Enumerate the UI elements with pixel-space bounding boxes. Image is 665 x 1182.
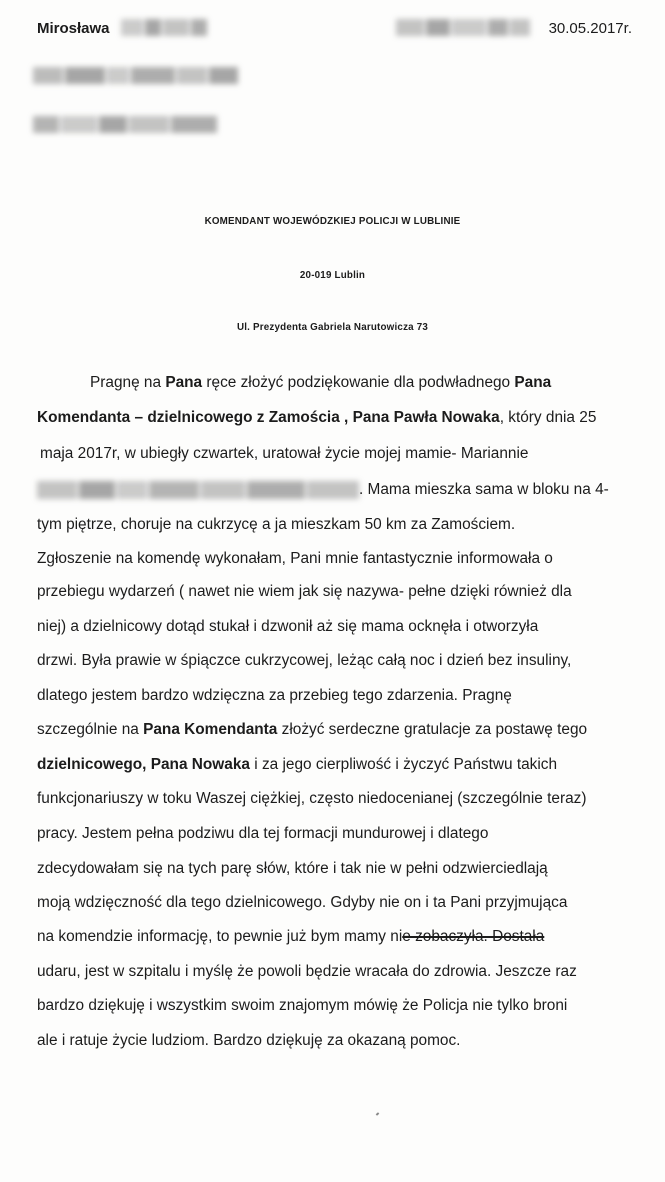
recipient-street: Ul. Prezydenta Gabriela Narutowicza 73 xyxy=(236,322,429,333)
body-line-11: szczególnie na Pana Komendanta złożyć serdeczne gratulacje za postawę tego xyxy=(37,721,588,738)
body-line-15: zdecydowałam się na tych parę słów, które i tak nie w pełni odzwierciedlają xyxy=(37,860,548,877)
body-line-6: Zgłoszenie na komendę wykonałam, Pani mnie fantastycznie informowała o xyxy=(37,550,553,567)
body-line-18: udaru, jest w szpitalu i myślę że powoli będzie wracała do zdrowia. Jeszcze raz xyxy=(37,963,577,980)
sender-name: Mirosława xyxy=(37,20,110,37)
body-line-9: drzwi. Była prawie w śpiączce cukrzycowej, leżąc całą noc i dzień bez insuliny, xyxy=(37,652,572,669)
redacted-mother-surname xyxy=(37,481,359,499)
body-line-17: na komendzie informację, to pewnie już bym mamy nie zobaczyła. Dostała xyxy=(37,928,545,945)
redacted-surname xyxy=(121,19,207,36)
redacted-address-line-1 xyxy=(33,67,238,84)
body-line-5: tym piętrze, choruje na cukrzycę a ja mieszkam 50 km za Zamościem. xyxy=(37,516,516,533)
recipient-office: KOMENDANT WOJEWÓDZKIEJ POLICJI W LUBLINIE xyxy=(204,216,461,227)
body-line-8: niej) a dzielnicowy dotąd stukał i dzwonił aż się mama ocknęła i otworzyła xyxy=(37,618,539,635)
recipient-postal: 20-019 Lublin xyxy=(299,270,366,281)
body-line-19: bardzo dziękuję i wszystkim swoim znajomym mówię że Policja nie tylko broni xyxy=(37,997,568,1014)
body-line-7: przebiegu wydarzeń ( nawet nie wiem jak się nazywa- pełne dzięki również dla xyxy=(37,583,572,600)
body-line-2: Komendanta – dzielnicowego z Zamościa , Pana Pawła Nowaka, który dnia 25 xyxy=(37,409,597,426)
redacted-place xyxy=(396,19,530,36)
body-line-20: ale i ratuje życie ludziom. Bardzo dziękuję za okazaną pomoc. xyxy=(37,1032,461,1049)
body-line-13: funkcjonariuszy w toku Waszej ciężkiej, często niedocenianej (szczególnie teraz) xyxy=(37,790,587,807)
body-line-12: dzielnicowego, Pana Nowaka i za jego cierpliwość i życzyć Państwu takich xyxy=(37,756,558,773)
body-line-3: maja 2017r, w ubiegły czwartek, uratował życie mojej mamie- Mariannie xyxy=(40,445,529,462)
scan-speck xyxy=(376,1112,380,1115)
letter-date: 30.05.2017r. xyxy=(548,20,632,37)
body-line-14: pracy. Jestem pełna podziwu dla tej formacji mundurowej i dlatego xyxy=(37,825,489,842)
body-line-1: Pragnę na Pana ręce złożyć podziękowanie dla podwładnego Pana xyxy=(90,374,552,391)
body-line-16: moją wdzięczność dla tego dzielnicowego. Gdyby nie on i ta Pani przyjmująca xyxy=(37,894,568,911)
body-line-4: . Mama mieszka sama w bloku na 4- xyxy=(359,481,609,498)
redacted-address-line-2 xyxy=(33,116,217,133)
body-line-10: dlatego jestem bardzo wdzięczna za przebieg tego zdarzenia. Pragnę xyxy=(37,687,512,704)
